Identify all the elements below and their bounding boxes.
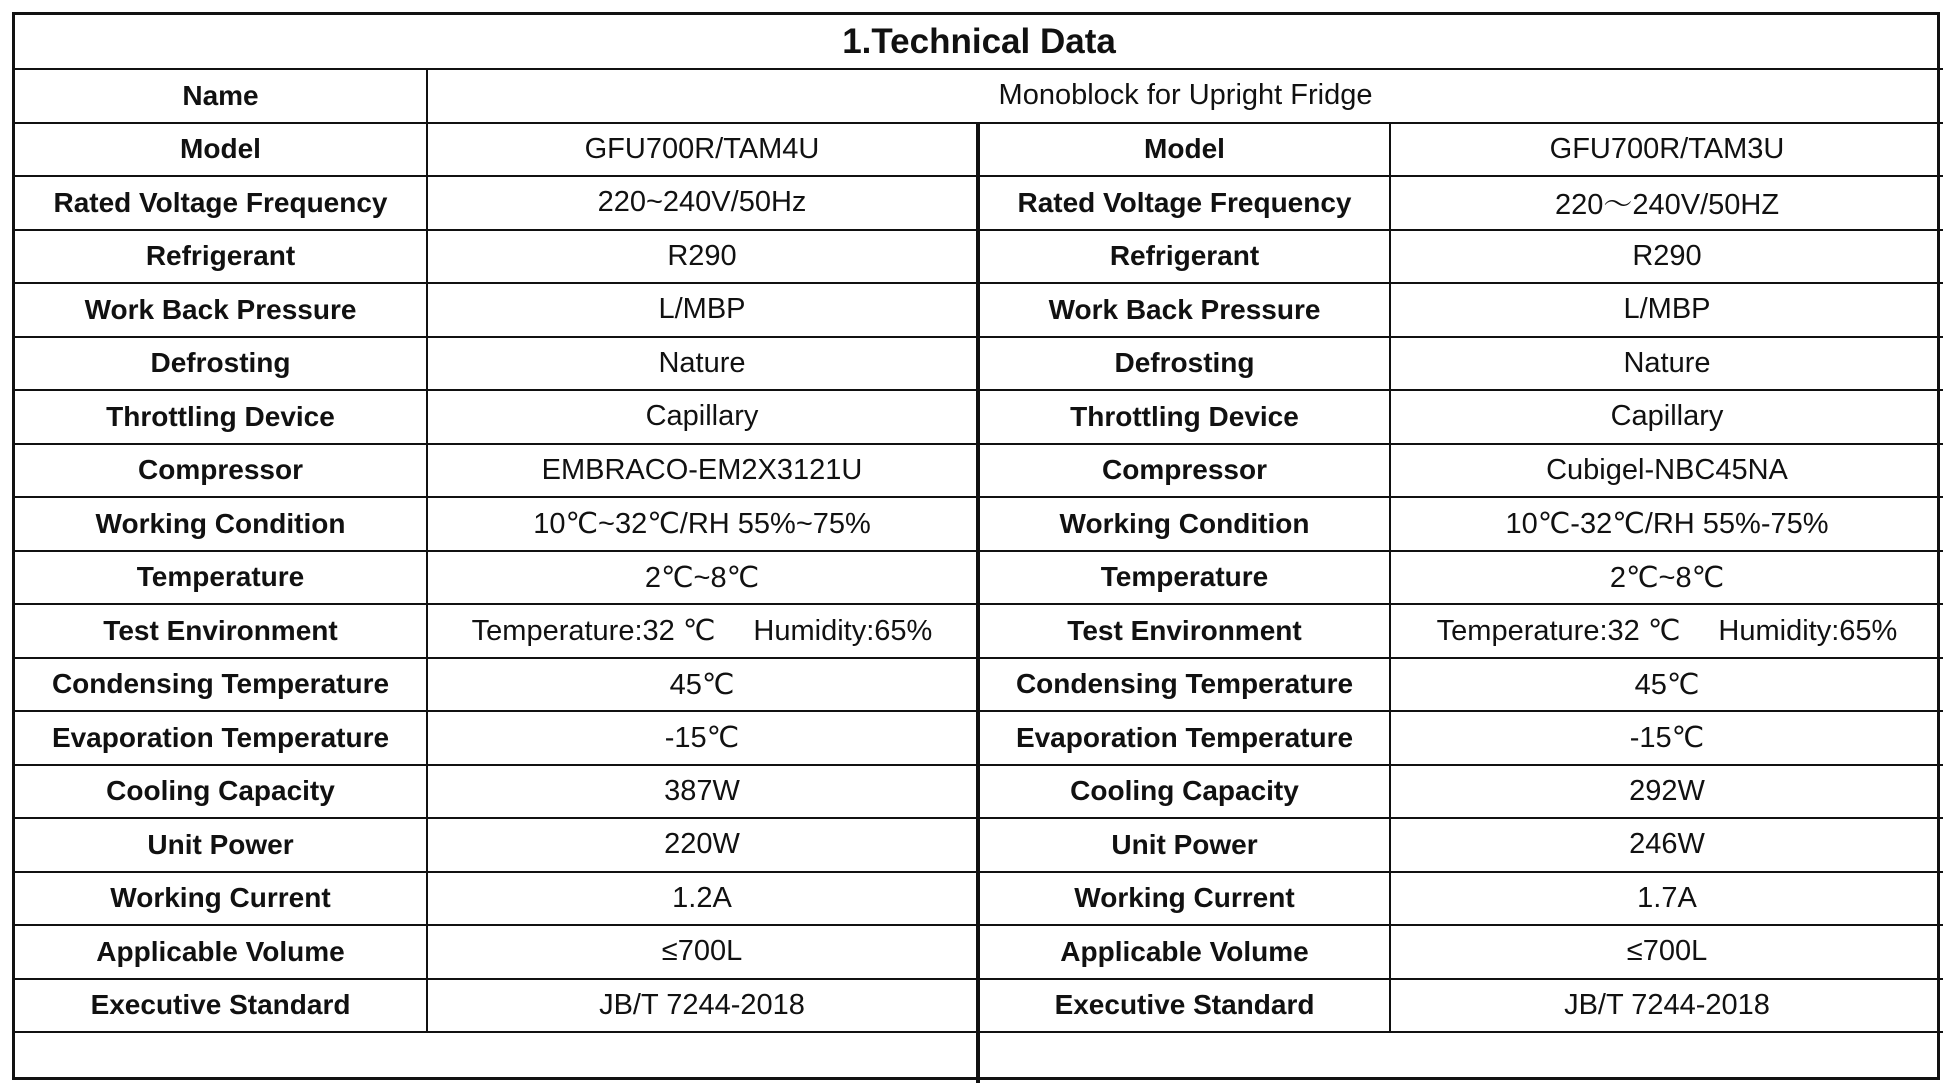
spec-label-left: Work Back Pressure bbox=[15, 283, 427, 337]
spec-row bbox=[15, 551, 1943, 605]
table-title: 1.Technical Data bbox=[15, 15, 1943, 69]
spec-label-right: Model bbox=[978, 123, 1390, 177]
title-row bbox=[15, 15, 1943, 69]
spec-value-right: Capillary bbox=[1390, 390, 1943, 444]
spec-value-right: GFU700R/TAM3U bbox=[1390, 123, 1943, 177]
spec-value-right: 45℃ bbox=[1390, 658, 1943, 712]
spec-value-right: Cubigel-NBC45NA bbox=[1390, 444, 1943, 498]
spec-value-left: 220W bbox=[427, 818, 978, 872]
spec-value-right: R290 bbox=[1390, 230, 1943, 284]
spec-label-left: Executive Standard bbox=[15, 979, 427, 1033]
spec-value-left: 10℃~32℃/RH 55%~75% bbox=[427, 497, 978, 551]
spec-label-right: Refrigerant bbox=[978, 230, 1390, 284]
spec-value-right: ≤700L bbox=[1390, 925, 1943, 979]
test-temperature-left: Temperature:32 ℃ bbox=[471, 615, 716, 648]
spec-label-left: Working Condition bbox=[15, 497, 427, 551]
spec-label-left: Defrosting bbox=[15, 337, 427, 391]
technical-data-table bbox=[15, 15, 1943, 1083]
name-value: Monoblock for Upright Fridge bbox=[427, 69, 1943, 123]
spec-label-left: Test Environment bbox=[15, 604, 427, 658]
spec-row bbox=[15, 176, 1943, 230]
spec-label-right: Unit Power bbox=[978, 818, 1390, 872]
test-humidity-right: Humidity:65% bbox=[1718, 615, 1898, 648]
spec-label-left: Compressor bbox=[15, 444, 427, 498]
spec-row bbox=[15, 818, 1943, 872]
spec-label-right: Working Condition bbox=[978, 497, 1390, 551]
empty-cell-right bbox=[978, 1032, 1943, 1083]
spec-value-right: 1.7A bbox=[1390, 872, 1943, 926]
test-humidity-left: Humidity:65% bbox=[753, 615, 933, 648]
spec-row bbox=[15, 979, 1943, 1033]
spec-value-right: Nature bbox=[1390, 337, 1943, 391]
spec-row bbox=[15, 658, 1943, 712]
spec-row bbox=[15, 765, 1943, 819]
spec-value-left: -15℃ bbox=[427, 711, 978, 765]
test-temperature-right: Temperature:32 ℃ bbox=[1436, 615, 1681, 648]
spec-value-left: L/MBP bbox=[427, 283, 978, 337]
spec-label-right: Executive Standard bbox=[978, 979, 1390, 1033]
spec-value-right: 246W bbox=[1390, 818, 1943, 872]
spec-label-right: Working Current bbox=[978, 872, 1390, 926]
spec-label-right: Applicable Volume bbox=[978, 925, 1390, 979]
spec-label-left: Model bbox=[15, 123, 427, 177]
spec-value-left: EMBRACO-EM2X3121U bbox=[427, 444, 978, 498]
empty-footer-row bbox=[15, 1032, 1943, 1083]
spec-label-left: Condensing Temperature bbox=[15, 658, 427, 712]
spec-row bbox=[15, 390, 1943, 444]
spec-value-left bbox=[427, 604, 978, 658]
spec-value-left: ≤700L bbox=[427, 925, 978, 979]
spec-row bbox=[15, 283, 1943, 337]
empty-cell-left bbox=[15, 1032, 978, 1083]
spec-row bbox=[15, 872, 1943, 926]
spec-value-right bbox=[1390, 604, 1943, 658]
spec-row bbox=[15, 444, 1943, 498]
spec-value-left: JB/T 7244-2018 bbox=[427, 979, 978, 1033]
spec-label-right: Test Environment bbox=[978, 604, 1390, 658]
spec-label-left: Unit Power bbox=[15, 818, 427, 872]
spec-label-left: Evaporation Temperature bbox=[15, 711, 427, 765]
spec-label-right: Temperature bbox=[978, 551, 1390, 605]
spec-row bbox=[15, 711, 1943, 765]
spec-value-right: 2℃~8℃ bbox=[1390, 551, 1943, 605]
spec-label-right: Compressor bbox=[978, 444, 1390, 498]
spec-row bbox=[15, 123, 1943, 177]
spec-label-left: Applicable Volume bbox=[15, 925, 427, 979]
spec-label-left: Working Current bbox=[15, 872, 427, 926]
spec-row bbox=[15, 925, 1943, 979]
spec-value-right: -15℃ bbox=[1390, 711, 1943, 765]
spec-value-left: GFU700R/TAM4U bbox=[427, 123, 978, 177]
name-row bbox=[15, 69, 1943, 123]
spec-value-left: 2℃~8℃ bbox=[427, 551, 978, 605]
name-label: Name bbox=[15, 69, 427, 123]
spec-row bbox=[15, 497, 1943, 551]
spec-row bbox=[15, 604, 1943, 658]
spec-label-right: Work Back Pressure bbox=[978, 283, 1390, 337]
spec-row bbox=[15, 337, 1943, 391]
spec-value-right: JB/T 7244-2018 bbox=[1390, 979, 1943, 1033]
spec-value-left: 1.2A bbox=[427, 872, 978, 926]
spec-value-right: 10℃-32℃/RH 55%-75% bbox=[1390, 497, 1943, 551]
spec-value-right: 220～240V/50HZ bbox=[1390, 176, 1943, 230]
spec-value-right: 292W bbox=[1390, 765, 1943, 819]
spec-label-right: Throttling Device bbox=[978, 390, 1390, 444]
spec-label-right: Evaporation Temperature bbox=[978, 711, 1390, 765]
spec-value-left: 387W bbox=[427, 765, 978, 819]
spec-value-right: L/MBP bbox=[1390, 283, 1943, 337]
spec-row bbox=[15, 230, 1943, 284]
spec-label-left: Temperature bbox=[15, 551, 427, 605]
spec-label-left: Cooling Capacity bbox=[15, 765, 427, 819]
spec-value-left: 220~240V/50Hz bbox=[427, 176, 978, 230]
spec-value-left: Nature bbox=[427, 337, 978, 391]
spec-label-left: Rated Voltage Frequency bbox=[15, 176, 427, 230]
spec-value-left: 45℃ bbox=[427, 658, 978, 712]
spec-label-right: Condensing Temperature bbox=[978, 658, 1390, 712]
spec-value-left: Capillary bbox=[427, 390, 978, 444]
spec-label-right: Cooling Capacity bbox=[978, 765, 1390, 819]
spec-value-left: R290 bbox=[427, 230, 978, 284]
spec-label-left: Refrigerant bbox=[15, 230, 427, 284]
spec-label-right: Defrosting bbox=[978, 337, 1390, 391]
technical-data-sheet bbox=[12, 12, 1940, 1080]
spec-label-right: Rated Voltage Frequency bbox=[978, 176, 1390, 230]
spec-label-left: Throttling Device bbox=[15, 390, 427, 444]
